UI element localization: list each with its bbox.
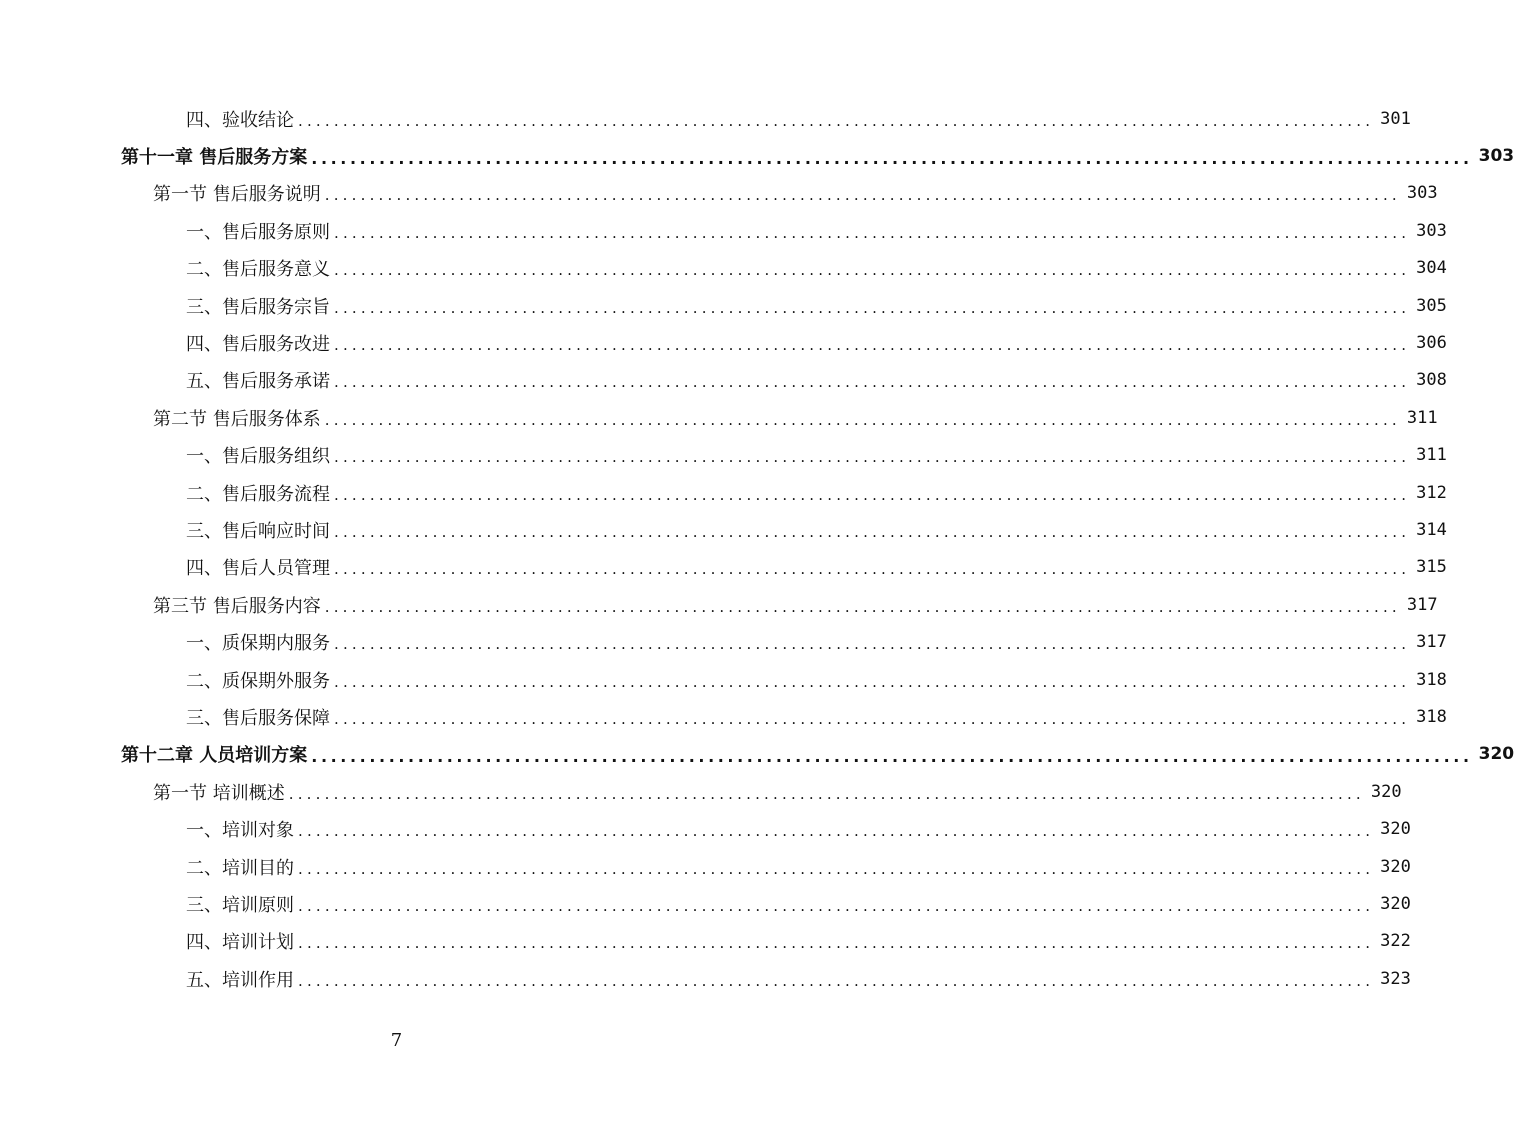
toc-entry-item[interactable]: [0, 324, 1447, 361]
table-of-contents: [0, 100, 1514, 997]
toc-dot-leader: ........................................................................................................................: [334, 635, 1411, 654]
toc-entry-item[interactable]: [0, 960, 1411, 997]
toc-dot-leader: ........................................................................................................................: [334, 298, 1411, 317]
toc-entry-item[interactable]: [0, 437, 1447, 474]
toc-entry-item[interactable]: [0, 100, 1411, 137]
toc-entry-title: 第十一章 售后服务方案: [121, 147, 308, 169]
toc-dot-leader: ........................................................................................................................: [324, 597, 1401, 616]
toc-entry-page: 303: [1416, 220, 1447, 241]
toc-entry-page: 301: [1380, 108, 1411, 129]
toc-entry-title: 三、培训原则: [186, 894, 294, 916]
toc-entry-page: 320: [1380, 893, 1411, 914]
toc-entry-item[interactable]: [0, 661, 1447, 698]
toc-dot-leader: ........................................................................................................................: [334, 373, 1411, 392]
toc-entry-section[interactable]: [0, 586, 1438, 623]
toc-entry-title: 四、验收结论: [186, 109, 294, 131]
toc-dot-leader: ........................................................................................................................: [324, 186, 1401, 205]
toc-entry-chapter[interactable]: [0, 137, 1514, 174]
toc-entry-page: 317: [1406, 594, 1438, 615]
toc-dot-leader: ........................................................................................................................: [334, 672, 1411, 691]
toc-entry-page: 322: [1380, 931, 1411, 952]
toc-entry-section[interactable]: [0, 773, 1402, 810]
toc-entry-page: 320: [1380, 819, 1411, 840]
toc-entry-title: 一、售后服务组织: [186, 446, 330, 468]
toc-dot-leader: ........................................................................................................................: [334, 336, 1411, 355]
toc-entry-page: 303: [1406, 183, 1438, 204]
toc-entry-title: 三、售后服务保障: [186, 707, 330, 729]
toc-entry-item[interactable]: [0, 623, 1447, 660]
toc-entry-title: 二、售后服务流程: [186, 483, 330, 505]
toc-dot-leader: ........................................................................................................................: [298, 111, 1375, 130]
toc-entry-page: 306: [1416, 333, 1447, 354]
toc-dot-leader: ........................................................................................................................: [298, 934, 1375, 953]
toc-entry-title: 五、售后服务承诺: [186, 371, 330, 393]
toc-dot-leader: ........................................................................................................................: [288, 784, 1365, 803]
toc-dot-leader: ........................................................................................................................: [334, 560, 1411, 579]
toc-dot-leader: ........................................................................................................................: [311, 746, 1473, 766]
toc-entry-title: 三、售后响应时间: [186, 520, 330, 542]
toc-entry-title: 四、售后人员管理: [186, 558, 330, 580]
page-number: 7: [390, 1030, 403, 1051]
toc-entry-item[interactable]: [0, 885, 1411, 922]
toc-entry-item[interactable]: [0, 549, 1447, 586]
toc-entry-item[interactable]: [0, 810, 1411, 847]
toc-dot-leader: ........................................................................................................................: [298, 822, 1375, 841]
toc-entry-title: 一、售后服务原则: [186, 221, 330, 243]
toc-entry-page: 318: [1416, 669, 1447, 690]
toc-dot-leader: ........................................................................................................................: [334, 261, 1411, 280]
toc-entry-item[interactable]: [0, 848, 1411, 885]
toc-entry-page: 303: [1478, 146, 1514, 167]
toc-dot-leader: ........................................................................................................................: [334, 223, 1411, 242]
toc-entry-title: 四、售后服务改进: [186, 334, 330, 356]
toc-entry-page: 317: [1416, 632, 1447, 653]
toc-entry-page: 323: [1380, 968, 1411, 989]
toc-entry-page: 320: [1478, 744, 1514, 765]
toc-dot-leader: ........................................................................................................................: [334, 522, 1411, 541]
toc-dot-leader: ........................................................................................................................: [334, 448, 1411, 467]
toc-dot-leader: ........................................................................................................................: [334, 485, 1411, 504]
toc-entry-page: 320: [1370, 781, 1402, 802]
toc-entry-page: 304: [1416, 258, 1447, 279]
toc-entry-title: 第二节 售后服务体系: [153, 408, 321, 430]
toc-entry-chapter[interactable]: [0, 736, 1514, 773]
toc-entry-section[interactable]: [0, 399, 1438, 436]
toc-entry-item[interactable]: [0, 923, 1411, 960]
toc-entry-page: 320: [1380, 856, 1411, 877]
toc-entry-item[interactable]: [0, 511, 1447, 548]
toc-dot-leader: ........................................................................................................................: [298, 896, 1375, 915]
toc-entry-item[interactable]: [0, 287, 1447, 324]
toc-entry-item[interactable]: [0, 250, 1447, 287]
toc-entry-page: 311: [1416, 445, 1447, 466]
toc-entry-page: 311: [1406, 407, 1438, 428]
toc-entry-title: 三、售后服务宗旨: [186, 296, 330, 318]
toc-dot-leader: ........................................................................................................................: [311, 148, 1473, 168]
toc-entry-page: 312: [1416, 482, 1447, 503]
toc-entry-title: 一、培训对象: [186, 820, 294, 842]
toc-entry-title: 第十二章 人员培训方案: [121, 745, 308, 767]
toc-entry-title: 四、培训计划: [186, 932, 294, 954]
toc-entry-item[interactable]: [0, 362, 1447, 399]
toc-dot-leader: ........................................................................................................................: [298, 971, 1375, 990]
toc-entry-item[interactable]: [0, 212, 1447, 249]
toc-entry-item[interactable]: [0, 474, 1447, 511]
toc-dot-leader: ........................................................................................................................: [324, 410, 1401, 429]
toc-entry-page: 308: [1416, 370, 1447, 391]
toc-entry-title: 第一节 培训概述: [153, 782, 285, 804]
toc-entry-title: 第三节 售后服务内容: [153, 595, 321, 617]
toc-entry-title: 二、培训目的: [186, 857, 294, 879]
toc-entry-page: 305: [1416, 295, 1447, 316]
toc-dot-leader: ........................................................................................................................: [298, 859, 1375, 878]
toc-entry-title: 二、售后服务意义: [186, 259, 330, 281]
toc-entry-title: 一、质保期内服务: [186, 633, 330, 655]
toc-entry-title: 五、培训作用: [186, 969, 294, 991]
toc-entry-title: 第一节 售后服务说明: [153, 184, 321, 206]
toc-entry-item[interactable]: [0, 698, 1447, 735]
toc-entry-page: 315: [1416, 557, 1447, 578]
toc-dot-leader: ........................................................................................................................: [334, 709, 1411, 728]
toc-entry-page: 314: [1416, 519, 1447, 540]
toc-entry-section[interactable]: [0, 175, 1438, 212]
toc-entry-title: 二、质保期外服务: [186, 670, 330, 692]
toc-entry-page: 318: [1416, 706, 1447, 727]
